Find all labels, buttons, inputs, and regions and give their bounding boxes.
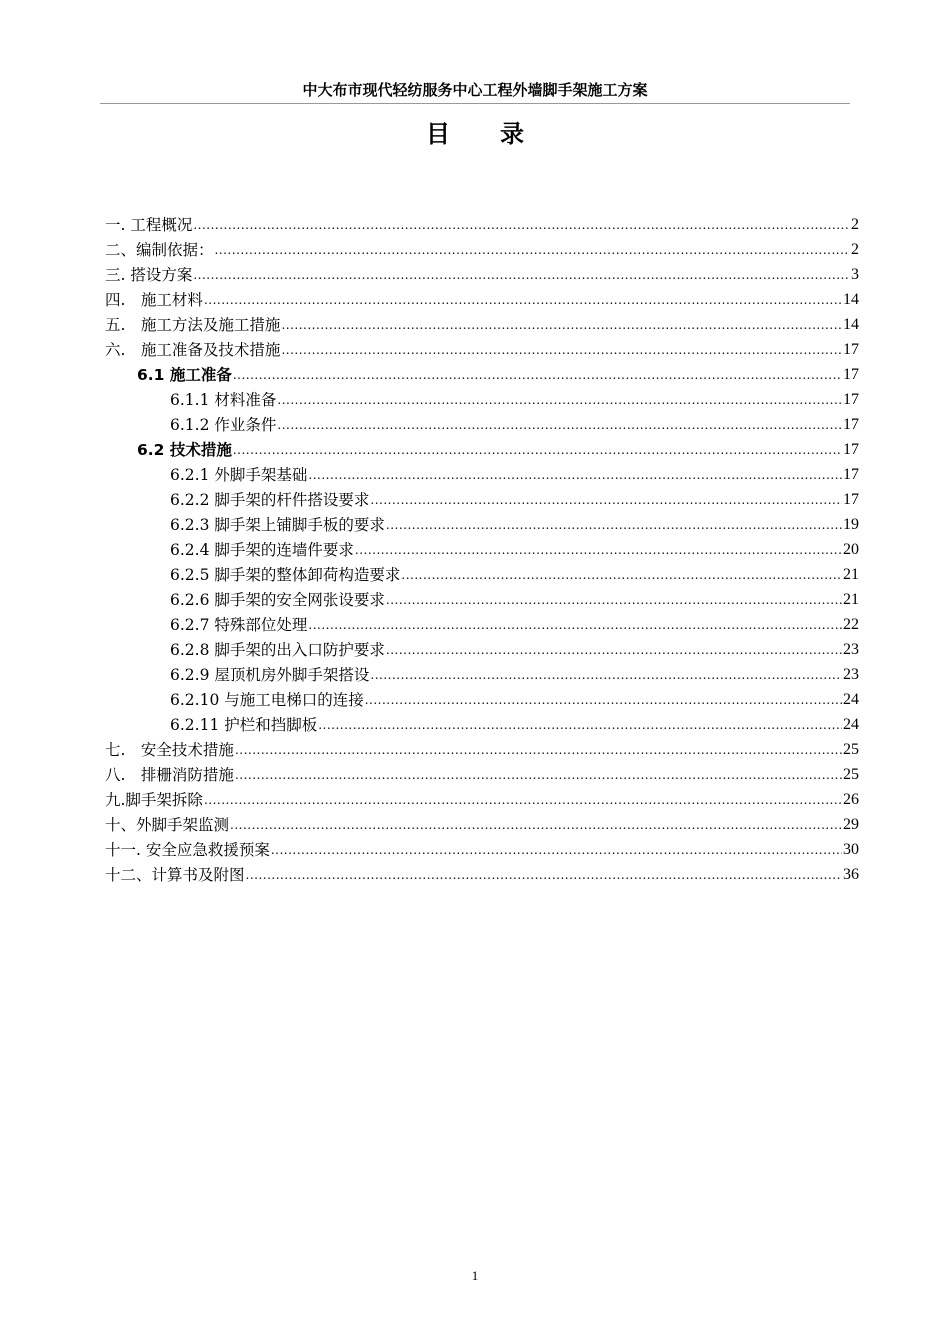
toc-entry[interactable] (105, 260, 859, 285)
page-header-title: 中大布市现代轻纺服务中心工程外墙脚手架施工方案 (302, 81, 648, 99)
toc-entry-label: 五. 施工方法及施工措施 (105, 316, 281, 334)
toc-dot-leader (370, 489, 842, 510)
toc-entry-page: 25 (843, 766, 859, 783)
toc-dot-leader (230, 814, 842, 835)
toc-entry-page: 17 (843, 366, 859, 383)
toc-dot-leader (318, 714, 842, 735)
toc-entry-label: 6.2.7 特殊部位处理 (170, 616, 308, 634)
toc-dot-leader (235, 764, 842, 785)
toc-entry[interactable] (105, 535, 859, 560)
toc-entry-label: 十二、计算书及附图 (105, 866, 245, 884)
toc-dot-leader (277, 389, 842, 410)
toc-entry-page: 23 (843, 666, 859, 683)
toc-entry-page: 29 (843, 816, 859, 833)
toc-dot-leader (386, 589, 842, 610)
toc-dot-leader (233, 439, 842, 460)
toc-entry-page: 17 (843, 466, 859, 483)
toc-entry-label: 一. 工程概况 (105, 216, 193, 234)
toc-dot-leader (308, 464, 842, 485)
toc-entry-page: 19 (843, 516, 859, 533)
toc-entry-label: 6.2.4 脚手架的连墙件要求 (170, 541, 354, 559)
toc-entry-label: 6.2.3 脚手架上铺脚手板的要求 (170, 516, 385, 534)
toc-entry-page: 2 (851, 241, 859, 258)
toc-entry-label: 八. 排栅消防措施 (105, 766, 234, 784)
toc-entry-label: 七. 安全技术措施 (105, 741, 234, 759)
toc-entry[interactable] (105, 485, 859, 510)
toc-entry-label: 6.2.9 屋顶机房外脚手架搭设 (170, 666, 370, 684)
toc-entry-label: 6.1 施工准备 (137, 366, 232, 384)
toc-entry-page: 20 (843, 541, 859, 558)
toc-entry-page: 17 (843, 416, 859, 433)
toc-entry[interactable] (105, 710, 859, 735)
toc-dot-leader (308, 614, 842, 635)
toc-entry-page: 2 (851, 216, 859, 233)
toc-entry[interactable] (105, 860, 859, 885)
toc-entry-label: 二、编制依据： (105, 241, 214, 259)
toc-entry[interactable] (105, 735, 859, 760)
toc-entry[interactable] (105, 510, 859, 535)
toc-dot-leader (365, 689, 842, 710)
toc-entry[interactable] (105, 835, 859, 860)
toc-entry[interactable] (105, 310, 859, 335)
toc-entry[interactable] (105, 785, 859, 810)
toc-entry-label: 6.2.11 护栏和挡脚板 (170, 716, 318, 734)
toc-dot-leader (271, 839, 842, 860)
toc-dot-leader (281, 339, 842, 360)
toc-entry-label: 6.2.5 脚手架的整体卸荷构造要求 (170, 566, 401, 584)
toc-entry-label: 6.1.1 材料准备 (170, 391, 277, 409)
toc-entry-page: 14 (843, 316, 859, 333)
toc-entry-page: 24 (843, 691, 859, 708)
toc-entry-page: 26 (843, 791, 859, 808)
toc-entry-page: 14 (843, 291, 859, 308)
toc-entry-page: 25 (843, 741, 859, 758)
toc-dot-leader (246, 864, 842, 885)
toc-entry[interactable] (105, 435, 859, 460)
toc-entry-page: 21 (843, 566, 859, 583)
toc-dot-leader (204, 789, 842, 810)
toc-entry-page: 23 (843, 641, 859, 658)
toc-entry[interactable] (105, 335, 859, 360)
toc-entry[interactable] (105, 360, 859, 385)
toc-dot-leader (215, 239, 850, 260)
header-divider (100, 103, 850, 104)
toc-entry[interactable] (105, 810, 859, 835)
toc-entry[interactable] (105, 210, 859, 235)
toc-entry-label: 6.2.2 脚手架的杆件搭设要求 (170, 491, 370, 509)
toc-entry-page: 17 (843, 491, 859, 508)
toc-entry-label: 六. 施工准备及技术措施 (105, 341, 281, 359)
toc-dot-leader (281, 314, 842, 335)
toc-title: 目录 (426, 120, 574, 148)
toc-entry-label: 十一. 安全应急救援预案 (105, 841, 270, 859)
toc-dot-leader (370, 664, 842, 685)
toc-entry-page: 17 (843, 391, 859, 408)
toc-entry[interactable] (105, 610, 859, 635)
toc-dot-leader (233, 364, 842, 385)
toc-entry-page: 30 (843, 841, 859, 858)
toc-entry-label: 九.脚手架拆除 (105, 791, 203, 809)
toc-entry-label: 6.2.1 外脚手架基础 (170, 466, 308, 484)
toc-entry-page: 17 (843, 341, 859, 358)
toc-entry-page: 36 (843, 866, 859, 883)
table-of-contents (105, 210, 859, 885)
toc-entry[interactable] (105, 760, 859, 785)
toc-entry[interactable] (105, 685, 859, 710)
page-number: 1 (471, 1268, 479, 1283)
toc-entry[interactable] (105, 635, 859, 660)
toc-dot-leader (401, 564, 842, 585)
toc-entry-label: 6.2.6 脚手架的安全网张设要求 (170, 591, 385, 609)
toc-entry[interactable] (105, 585, 859, 610)
toc-entry[interactable] (105, 285, 859, 310)
toc-entry[interactable] (105, 660, 859, 685)
toc-entry[interactable] (105, 385, 859, 410)
toc-dot-leader (386, 639, 842, 660)
toc-entry[interactable] (105, 410, 859, 435)
toc-entry-page: 3 (851, 266, 859, 283)
toc-entry[interactable] (105, 235, 859, 260)
toc-dot-leader (235, 739, 842, 760)
toc-entry-page: 17 (843, 441, 859, 458)
toc-entry-page: 21 (843, 591, 859, 608)
toc-entry[interactable] (105, 560, 859, 585)
toc-dot-leader (277, 414, 842, 435)
toc-dot-leader (193, 214, 850, 235)
toc-entry-label: 6.1.2 作业条件 (170, 416, 277, 434)
toc-dot-leader (355, 539, 842, 560)
toc-entry-page: 22 (843, 616, 859, 633)
toc-entry-label: 6.2.8 脚手架的出入口防护要求 (170, 641, 385, 659)
toc-entry[interactable] (105, 460, 859, 485)
toc-entry-label: 四. 施工材料 (105, 291, 203, 309)
toc-dot-leader (386, 514, 842, 535)
toc-dot-leader (204, 289, 842, 310)
toc-entry-label: 十、外脚手架监测 (105, 816, 230, 834)
toc-entry-label: 6.2 技术措施 (137, 441, 232, 459)
toc-entry-label: 6.2.10 与施工电梯口的连接 (170, 691, 364, 709)
toc-entry-label: 三. 搭设方案 (105, 266, 193, 284)
toc-dot-leader (193, 264, 850, 285)
toc-entry-page: 24 (843, 716, 859, 733)
